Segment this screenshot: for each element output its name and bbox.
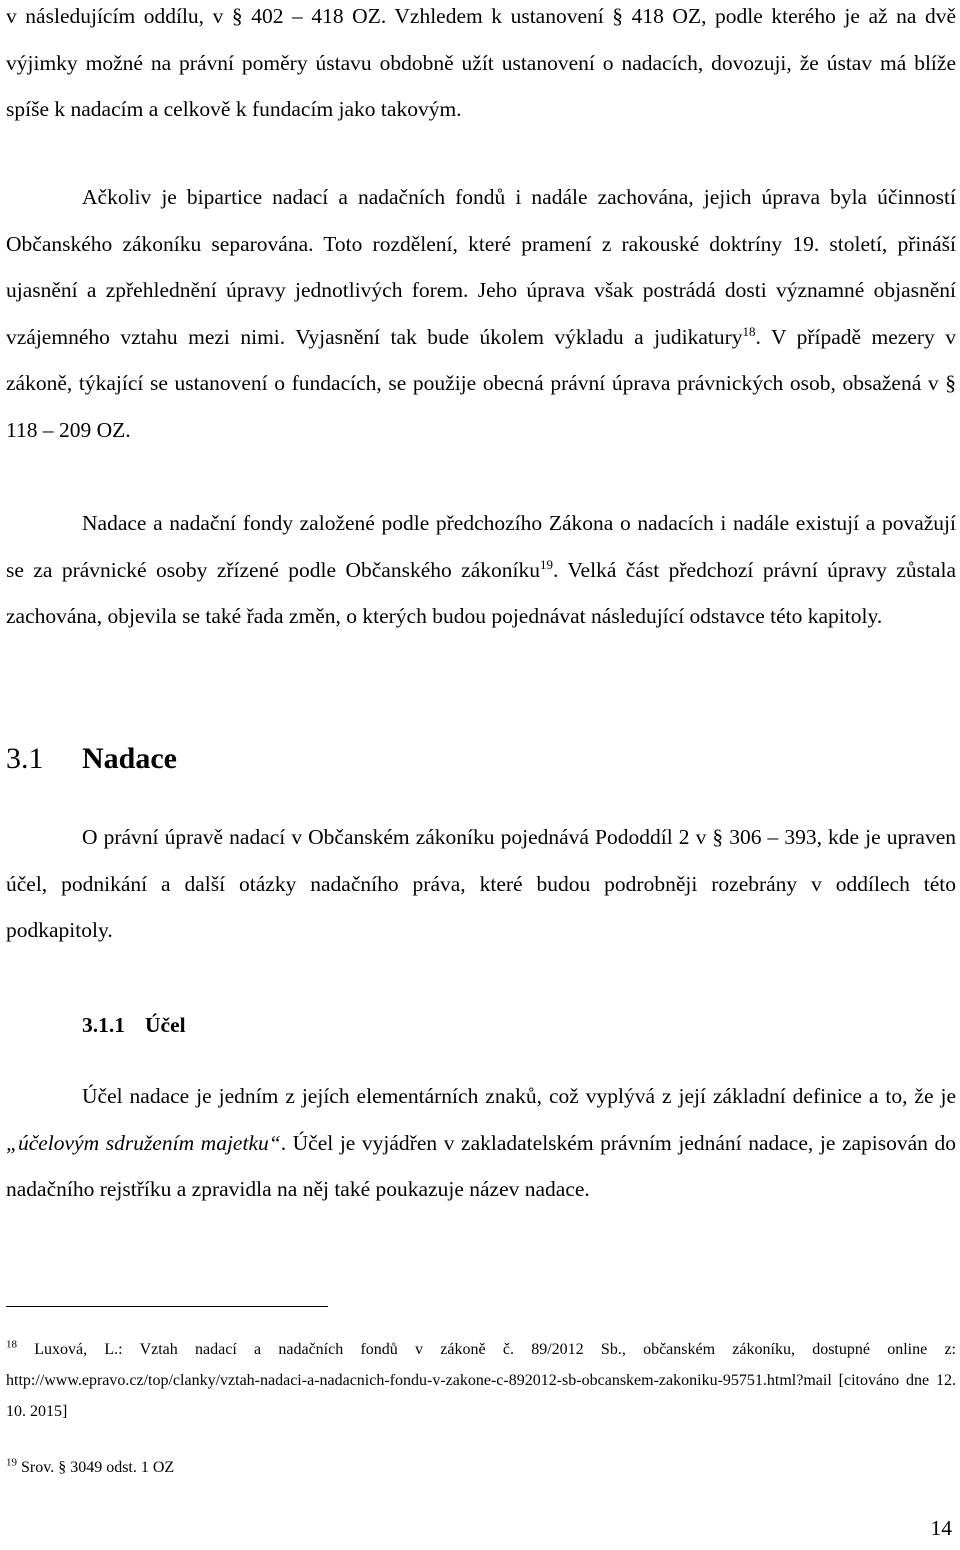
paragraph-pravni-uprava	[6, 814, 956, 954]
paragraph-text: . Účel je vyjádřen v zakladatelském právním jednání nadace, je zapisován do nadačního rejstříku a zpravidla na něj také poukazuje název nadace.	[6, 1130, 956, 1201]
paragraph-text: Nadace a nadační fondy založené podle předchozího Zákona o nadacích i nadále existují a považují se za právnické osoby zřízené podle Občanského zákoníku	[6, 511, 956, 582]
paragraph-text: Ačkoliv je bipartice nadací a nadačních fondů i nadále zachována, jejich úprava byla účinností Občanského zákoníku separována. Toto rozdělení, které pramení z rakouské doktríny 19. století, přináší ujasnění a zpřehlednění úpravy jednotlivých forem. Jeho úprava však postrádá dosti významné objasnění vzájemného vztahu mezi nimi. Vyjasnění tak bude úkolem výkladu a judikatury	[6, 185, 956, 349]
subsection-number: 3.1.1	[82, 1013, 125, 1037]
section-number: 3.1	[6, 742, 44, 775]
document-page	[6, 0, 956, 1550]
paragraph-text: . Velká část předchozí právní úpravy zůstala zachována, objevila se také řada změn, o kterých budou pojednávat následující odstavce této kapitoly.	[6, 557, 956, 628]
page-number: 14	[930, 1516, 952, 1540]
emphasized-quote: „účelovým sdružením majetku“	[6, 1130, 281, 1155]
subsection-heading-3-1-1	[82, 1005, 186, 1045]
footnote-text: Luxová, L.: Vztah nadací a nadačních fondů v zákoně č. 89/2012 Sb., občanském zákoníku, dostupné online z: http://www.epravo.cz/top/clanky/vztah-nadaci-a-nadacnich-fondu-v-zakone-c-892012-sb-obcanskem-zakoniku-95751.html?mail [citováno dne 12. 10. 2015]	[6, 1341, 957, 1420]
footnote-18	[6, 1334, 956, 1427]
paragraph-ucel	[6, 1073, 956, 1213]
paragraph-continuation	[6, 0, 956, 133]
subsection-title: Účel	[145, 1013, 186, 1037]
footnote-number: 19	[6, 1456, 17, 1469]
paragraph-bipartice	[6, 174, 956, 453]
footnote-ref-19[interactable]: 19	[540, 556, 553, 572]
paragraph-nadace-fondy	[6, 500, 956, 640]
footnote-separator	[6, 1306, 328, 1307]
paragraph-text: O právní úpravě nadací v Občanském zákoníku pojednává Pododdíl 2 v § 306 – 393, kde je upraven účel, podnikání a další otázky nadačního práva, které budou podrobněji rozebrány v oddílech této podkapitoly.	[6, 825, 956, 942]
footnote-text: Srov. § 3049 odst. 1 OZ	[21, 1459, 175, 1476]
footnote-number: 18	[6, 1338, 17, 1351]
paragraph-text: Účel nadace je jedním z jejích elementárních znaků, což vyplývá z její základní definice a to, že je	[82, 1084, 956, 1108]
footnote-ref-18[interactable]: 18	[742, 323, 756, 339]
footnote-19	[6, 1452, 956, 1483]
section-title: Nadace	[82, 742, 177, 775]
paragraph-text: v následujícím oddílu, v § 402 – 418 OZ. Vzhledem k ustanovení § 418 OZ, podle kterého je až na dvě výjimky možné na právní poměry ústavu obdobně užít ustanovení o nadacích, dovozuji, že ústav má blíže spíše k nadacím a celkově k fundacím jako takovým.	[6, 4, 956, 121]
paragraph-text: . V případě mezery v zákoně, týkající se ustanovení o fundacích, se použije obecná právní úprava právnických osob, obsažená v § 118 – 209 OZ.	[6, 324, 956, 442]
